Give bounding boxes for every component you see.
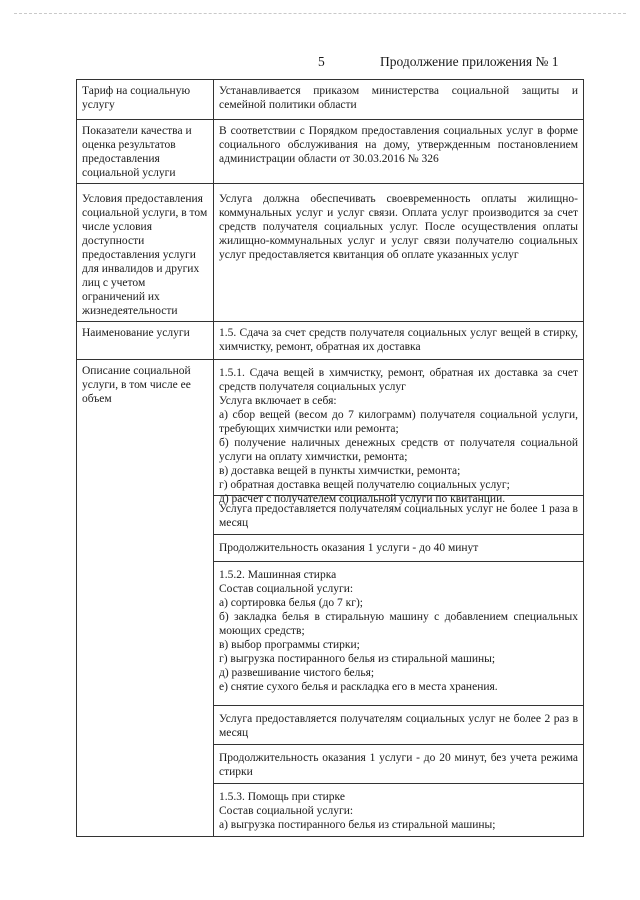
frequency-1-5-2: Услуга предоставляется получателям социальных услуг не более 2 раз в месяц [214,705,583,744]
table-row-quality [77,120,584,184]
list-item: г) обратная доставка вещей получателю социальных услуг; [219,479,510,491]
subsection-1-5-3 [214,783,583,836]
list-item: а) сбор вещей (весом до 7 килограмм) получателя социальной услуги, требующих химчистки или ремонта; [219,409,578,435]
service-table [76,79,584,837]
list-item: д) расчет с получателем социальной услуги по квитанции. [219,493,506,505]
list-item: е) снятие сухого белья и раскладка его в места хранения. [219,681,498,693]
list-item: б) получение наличных денежных средств от получателя социальной услуги на оплату химчистки, ремонта; [219,437,578,463]
subsection-title: 1.5.2. Машинная стирка [219,569,337,581]
row-text: Услуга должна обеспечивать своевременность оплаты жилищно-коммунальных услуг и услуг связи. Оплата услуг производится за счет средств получателя социальных услуг. После осуществления оплаты жилищно-коммунальных услуг и услуг связи получателю социальных услуг предоставляется квитанция об оплате указанных услуг [214,184,584,322]
list-item: б) закладка белья в стиральную машину с добавлением специальных моющих средств; [219,611,578,637]
table-row-conditions [77,184,584,322]
scan-edge-line [14,13,626,14]
row-label: Показатели качества и оценка результатов предоставления социальной услуги [77,120,214,184]
duration-1-5-1: Продолжительность оказания 1 услуги - до 40 минут [214,534,583,561]
list-item: в) выбор программы стирки; [219,639,360,651]
list-item: в) доставка вещей в пункты химчистки, ремонта; [219,465,461,477]
subsection-1-5-2 [214,561,583,705]
row-text: В соответствии с Порядком предоставления социальных услуг в форме социального обслуживания на дому, утвержденным постановлением администрации области от 30.03.2016 № 326 [214,120,584,184]
row-label: Тариф на социальную услугу [77,80,214,120]
row-text: 1.5. Сдача за счет средств получателя социальных услуг вещей в стирку, химчистку, ремонт, обратная их доставка [214,322,584,360]
description-cell [214,360,584,837]
includes-heading: Услуга включает в себя: [219,395,337,407]
table-row-description [77,360,584,837]
list-item: д) развешивание чистого белья; [219,667,375,679]
frequency-1-5-1: Услуга предоставляется получателям социальных услуг не более 1 раза в месяц [214,495,583,534]
subsection-intro: 1.5.1. Сдача вещей в химчистку, ремонт, обратная их доставка за счет средств получателя социальных услуг [219,367,578,393]
list-item: а) сортировка белья (до 7 кг); [219,597,363,609]
row-label: Условия предоставления социальной услуги, в том числе условия доступности предоставления услуги для инвалидов и других лиц с учетом ограничений их жизнедеятельности [77,184,214,322]
table-row-tariff [77,80,584,120]
duration-1-5-2: Продолжительность оказания 1 услуги - до 20 минут, без учета режима стирки [214,744,583,783]
subsection-1-5-1 [214,360,583,505]
page-number: 5 [318,54,325,69]
composition-heading: Состав социальной услуги: [219,583,354,595]
page-header [0,54,640,74]
subsection-title: 1.5.3. Помощь при стирке [219,791,345,803]
composition-heading: Состав социальной услуги: [219,805,354,817]
row-label: Наименование услуги [77,322,214,360]
row-text: Устанавливается приказом министерства социальной защиты и семейной политики области [214,80,584,120]
appendix-continuation: Продолжение приложения № 1 [380,54,559,69]
row-label: Описание социальной услуги, в том числе ее объем [77,360,214,837]
list-item: а) выгрузка постиранного белья из стиральной машины; [219,819,496,831]
table-row-name [77,322,584,360]
list-item: г) выгрузка постиранного белья из стиральной машины; [219,653,496,665]
